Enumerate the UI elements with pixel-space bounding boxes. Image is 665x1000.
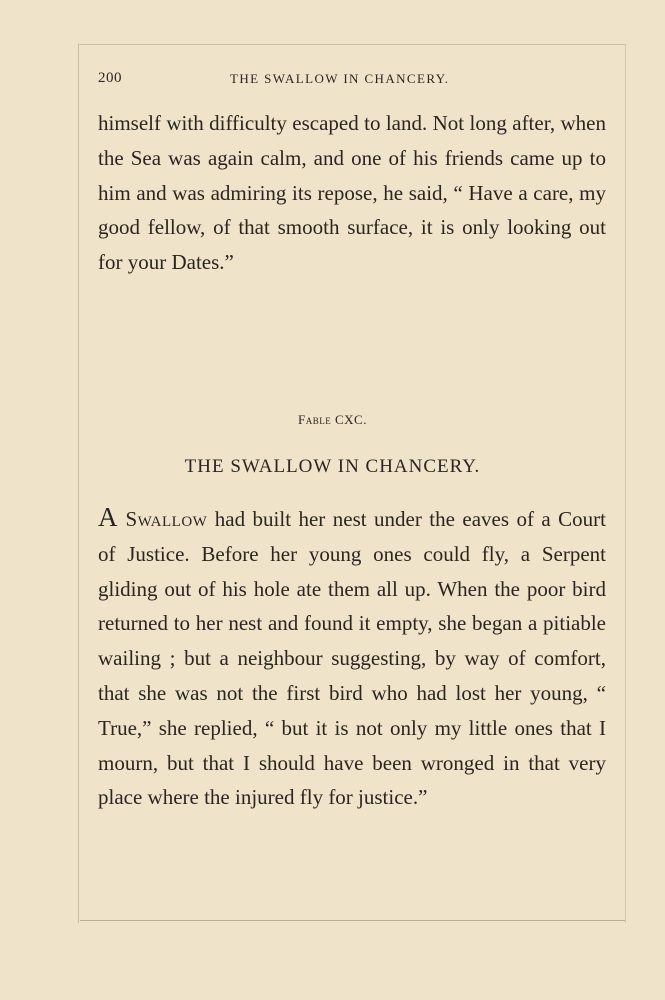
fable-initial: A xyxy=(98,502,118,532)
bottom-rule xyxy=(80,920,625,921)
fable-title: THE SWALLOW IN CHANCERY. xyxy=(184,456,481,477)
running-title: THE SWALLOW IN CHANCERY. xyxy=(230,71,450,86)
running-head xyxy=(98,70,604,92)
fable-body-text: had built her nest under the eaves of a Court of Justice. Before her young ones could fly, a Serpent gliding out of his hole ate them all up. When the poor bird returned to her nest and found it empty, she began a pitiable wailing ; but a neighbour suggesting, by way of comfort, that she was not the first bird who had lost her young, “ True,” she replied, “ but it is not only my little ones that I mourn, but that I should have been wronged in that very place where the injured fly for justice.” xyxy=(98,507,606,810)
continuation-paragraph: himself with difficulty escaped to land. Not long after, when the Sea was again calm, and one of his friends came up to him and was admiring its repose, he said, “ Have a care, my good fellow, of that smooth surface, it is only looking out for your Dates.” xyxy=(98,111,606,275)
fable-paragraph xyxy=(98,500,606,815)
page-number: 200 xyxy=(98,70,122,86)
fable-first-word: Swallow xyxy=(125,507,208,531)
fable-number: Fable CXC. xyxy=(298,412,367,427)
